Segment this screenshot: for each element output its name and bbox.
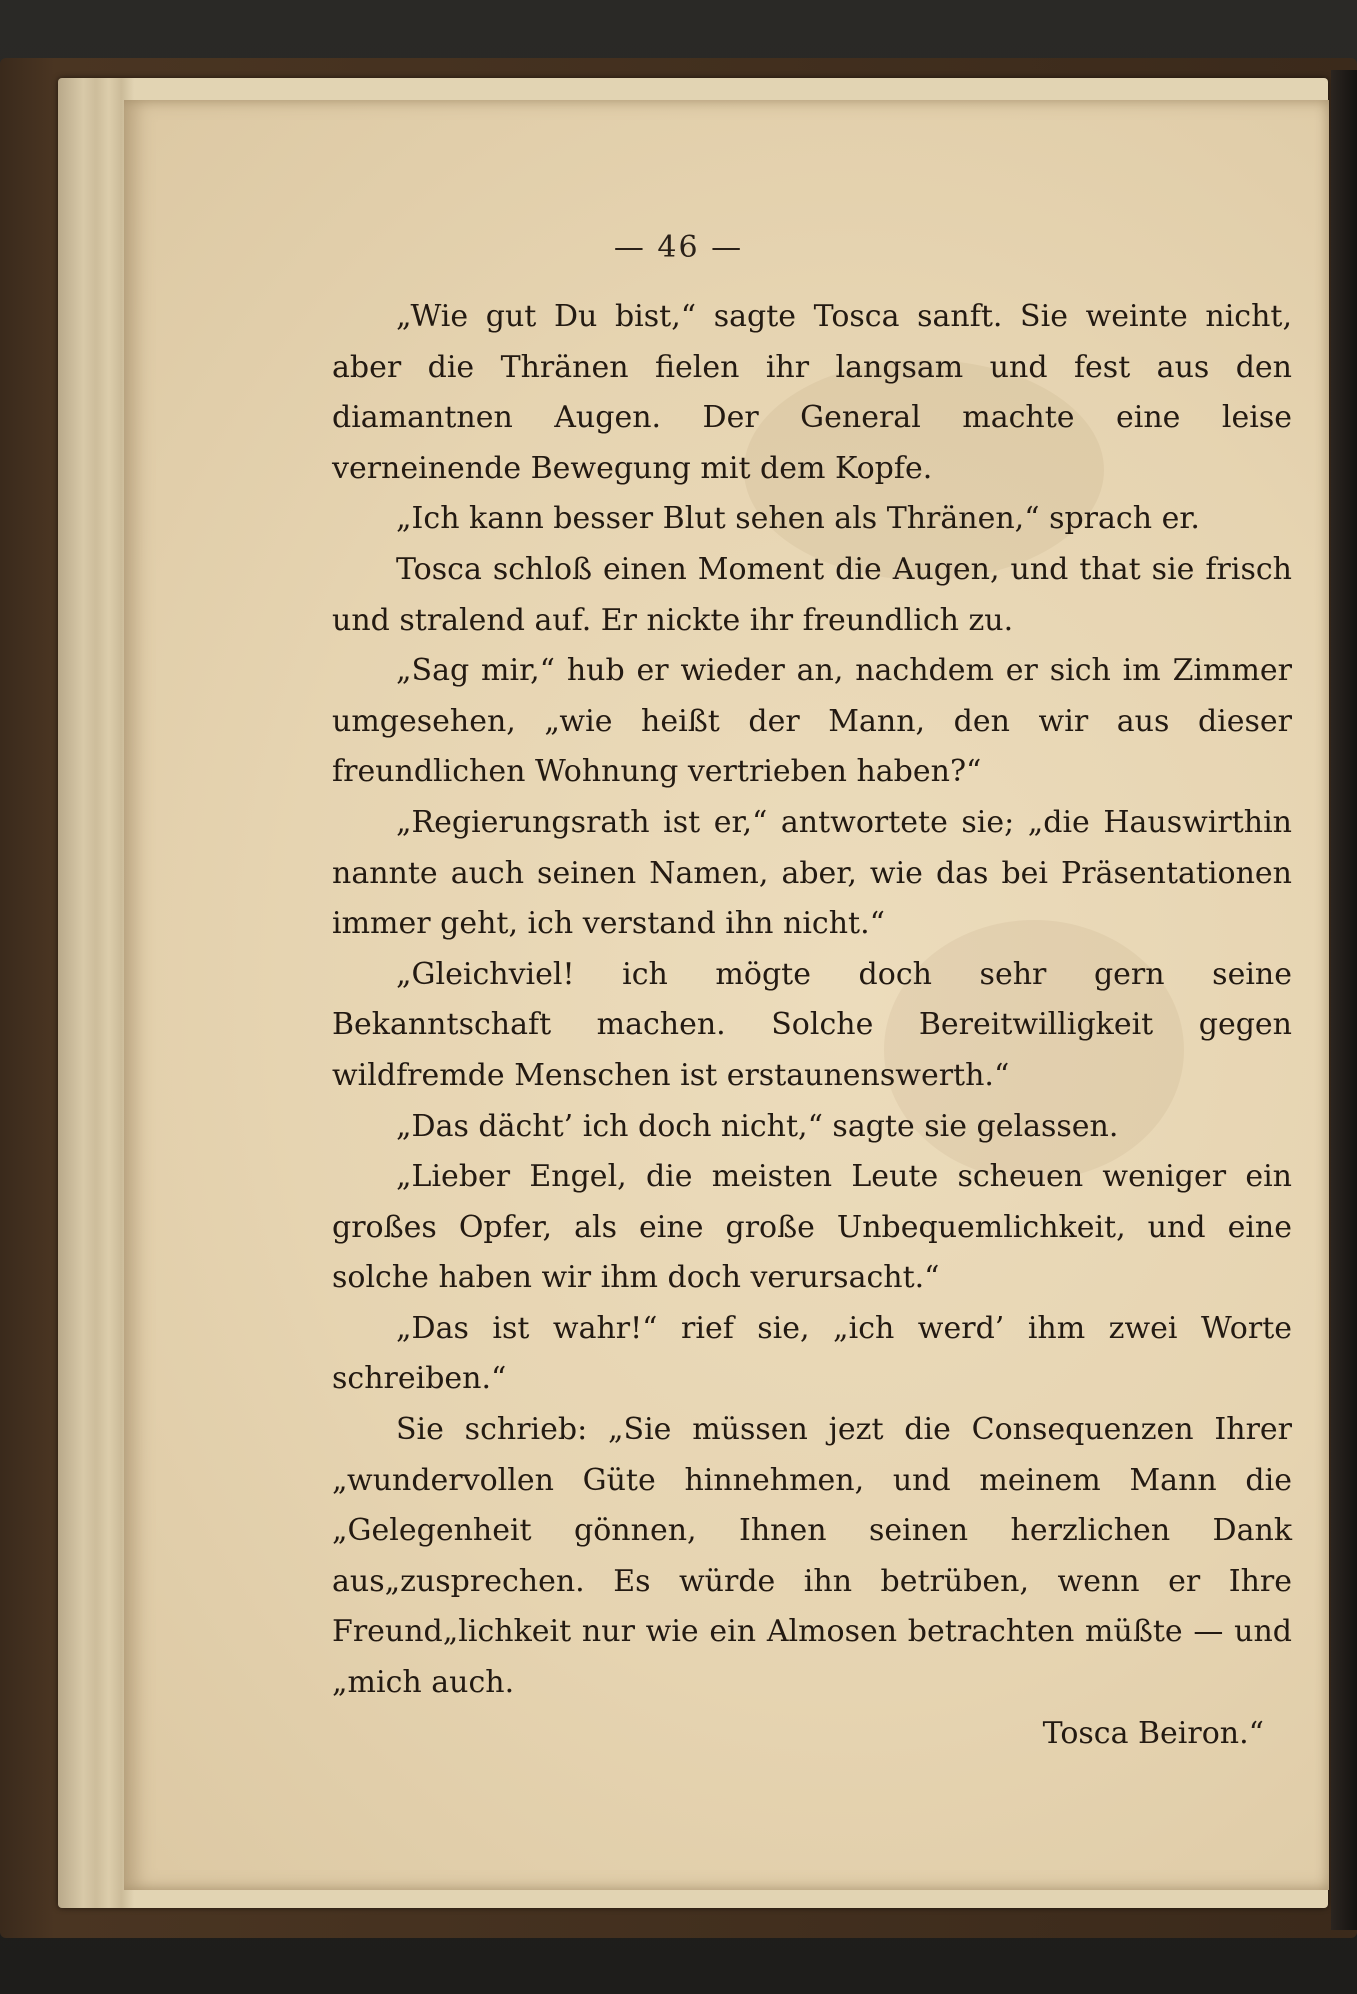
letter-signature: Tosca Beiron.“ xyxy=(1042,1715,1264,1751)
paragraph: „Das dächt’ ich doch nicht,“ sagte sie gelassen. xyxy=(396,1108,1119,1144)
page-text xyxy=(332,292,1292,1759)
letter-text: Sie schrieb: „Sie müssen jezt die Consequenzen Ihrer „wundervollen Güte hinnehmen, und meinem Mann die „Gelegenheit gönnen, Ihnen seinen herzlichen Dank aus„zusprechen. Es würde ihn betrüben, wenn er Ihre Freund„lichkeit nur wie ein Almosen betrachten müßte — und „mich auch. xyxy=(332,1412,1292,1701)
paragraph: „Lieber Engel, die meisten Leute scheuen weniger ein großes Opfer, als eine große Unbequemlichkeit, und eine solche haben wir ihm doch verursacht.“ xyxy=(332,1159,1292,1296)
paragraph: „Gleichviel! ich mögte doch sehr gern seine Bekanntschaft machen. Solche Bereitwilligkeit gegen wildfremde Menschen ist erstaunenswerth.“ xyxy=(332,956,1292,1093)
paragraph: Tosca schloß einen Moment die Augen, und that sie frisch und stralend auf. Er nickte ihr freundlich zu. xyxy=(332,551,1292,638)
paragraph: „Ich kann besser Blut sehen als Thränen,“ sprach er. xyxy=(396,501,1200,537)
paragraph: „Sag mir,“ hub er wieder an, nachdem er sich im Zimmer umgesehen, „wie heißt der Mann, den wir aus dieser freundlichen Wohnung vertrieben haben?“ xyxy=(332,653,1292,790)
paragraph: „Das ist wahr!“ rief sie, „ich werd’ ihm zwei Worte schreiben.“ xyxy=(332,1310,1292,1397)
paragraph: „Wie gut Du bist,“ sagte Tosca sanft. Sie weinte nicht, aber die Thränen fielen ihr langsam und fest aus den diamantnen Augen. Der General machte eine leise verneinende Bewegung mit dem Kopfe. xyxy=(332,299,1292,486)
page-number: — 46 — xyxy=(613,230,744,265)
binding-shadow xyxy=(1331,70,1357,1930)
paragraph: „Regierungsrath ist er,“ antwortete sie; „die Hauswirthin nannte auch seinen Namen, aber, wie das bei Präsentationen immer geht, ich verstand ihn nicht.“ xyxy=(332,804,1292,942)
